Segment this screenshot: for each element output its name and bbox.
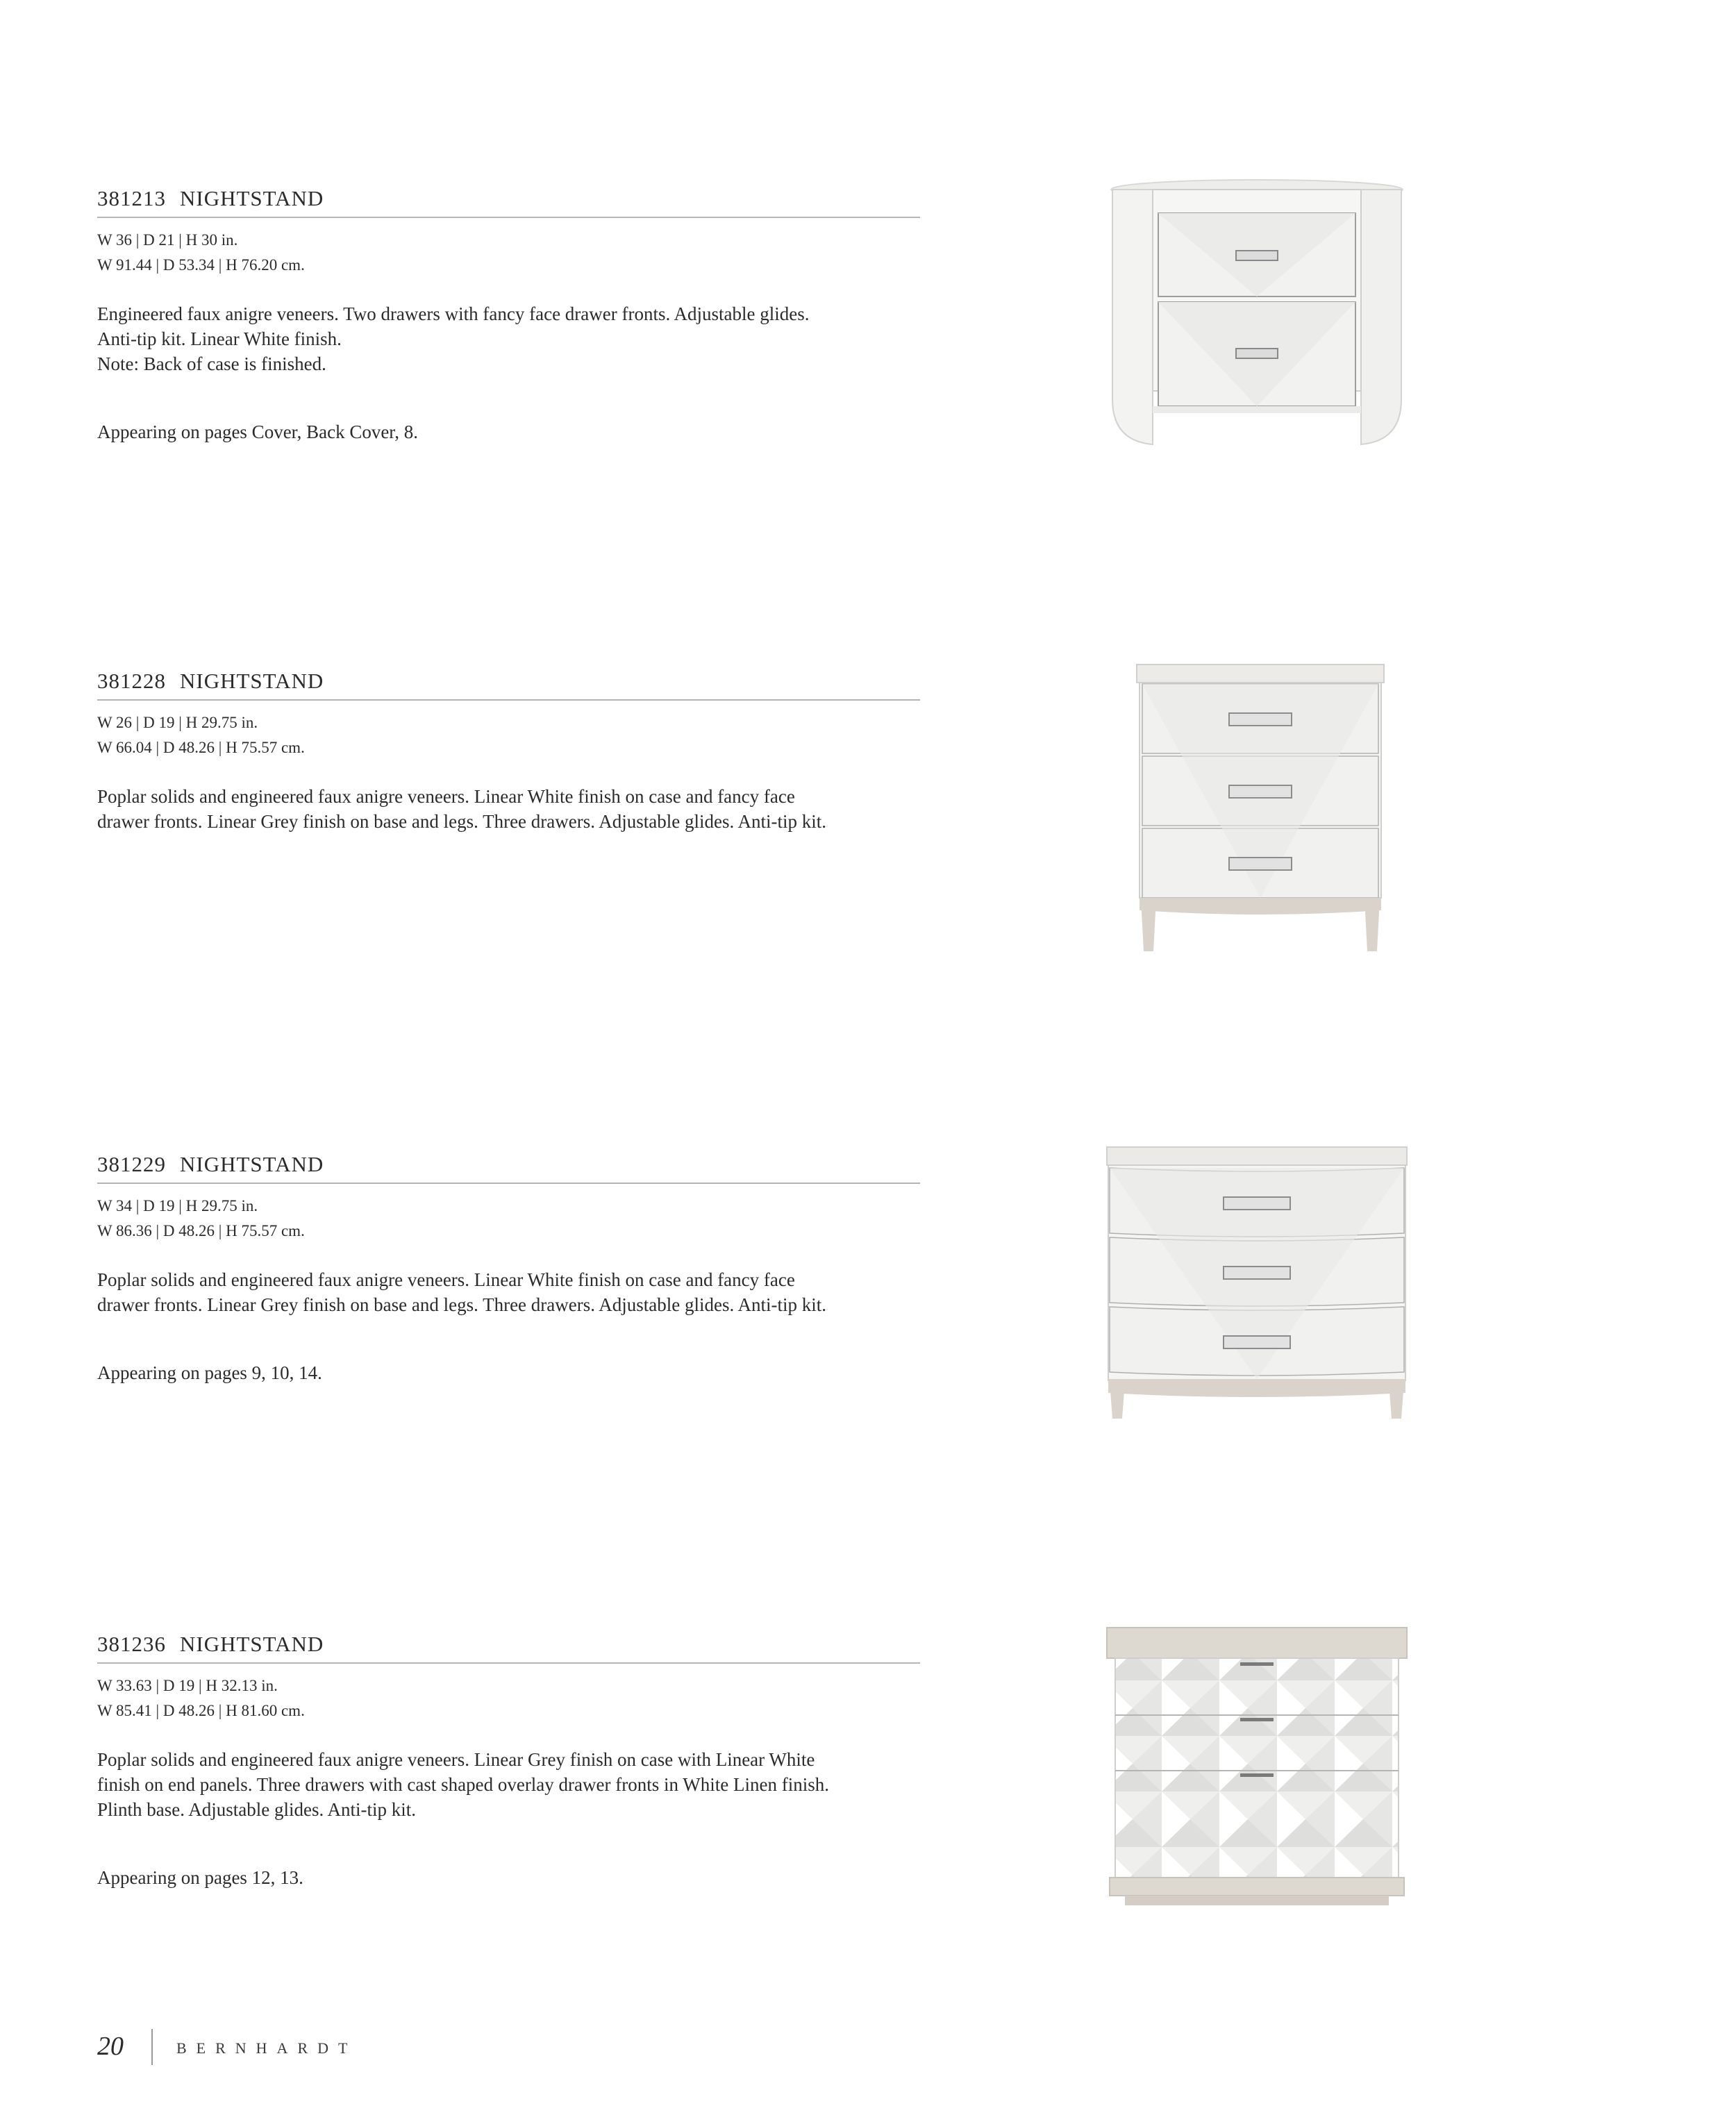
appearing-pages: Appearing on pages 12, 13. xyxy=(97,1867,303,1888)
description-line: Plinth base. Adjustable glides. Anti-tip kit. xyxy=(97,1799,416,1820)
nightstand-381236-image xyxy=(1104,1625,1410,1916)
dimensions-inches: W 33.63 | D 19 | H 32.13 in. xyxy=(97,1677,278,1694)
product-title xyxy=(97,1152,920,1184)
product-name: NIGHTSTAND xyxy=(180,669,324,693)
product-name: NIGHTSTAND xyxy=(180,1632,324,1656)
page-number: 20 xyxy=(97,2032,124,2061)
description-line: Anti-tip kit. Linear White finish. xyxy=(97,328,342,349)
brand-name: BERNHARDT xyxy=(176,2039,358,2057)
dimensions-inches: W 26 | D 19 | H 29.75 in. xyxy=(97,714,258,731)
product-name: NIGHTSTAND xyxy=(180,186,324,210)
dimensions-inches: W 34 | D 19 | H 29.75 in. xyxy=(97,1197,258,1214)
product-381228 xyxy=(97,669,920,834)
description-line: Engineered faux anigre veneers. Two drawers with fancy face drawer fronts. Adjustable glides. xyxy=(97,303,810,324)
product-code: 381236 xyxy=(97,1632,166,1656)
product-381229 xyxy=(97,1152,920,1383)
product-381213 xyxy=(97,186,920,442)
description-line: Poplar solids and engineered faux anigre veneers. Linear White finish on case and fancy face xyxy=(97,1269,795,1290)
footer-divider xyxy=(151,2029,153,2065)
dimensions xyxy=(97,1194,920,1244)
description xyxy=(97,1747,920,1822)
product-code: 381228 xyxy=(97,669,166,693)
description xyxy=(97,301,920,376)
description-line: Poplar solids and engineered faux anigre veneers. Linear White finish on case and fancy face xyxy=(97,786,795,807)
dimensions-cm: W 91.44 | D 53.34 | H 76.20 cm. xyxy=(97,256,305,274)
product-381236 xyxy=(97,1632,920,1888)
description xyxy=(97,784,920,834)
appearing-pages: Appearing on pages Cover, Back Cover, 8. xyxy=(97,421,418,442)
nightstand-381229-image xyxy=(1104,1144,1410,1422)
appearing-pages: Appearing on pages 9, 10, 14. xyxy=(97,1362,322,1383)
description-line: drawer fronts. Linear Grey finish on base and legs. Three drawers. Adjustable glides. Anti-tip kit. xyxy=(97,1294,826,1315)
product-title xyxy=(97,669,920,701)
dimensions xyxy=(97,228,920,278)
description-line: finish on end panels. Three drawers with cast shaped overlay drawer fronts in White Linen finish. xyxy=(97,1774,829,1795)
dimensions-cm: W 86.36 | D 48.26 | H 75.57 cm. xyxy=(97,1222,305,1239)
description xyxy=(97,1267,920,1317)
dimensions xyxy=(97,710,920,760)
description-line: Note: Back of case is finished. xyxy=(97,353,326,374)
description-line: Poplar solids and engineered faux anigre veneers. Linear Grey finish on case with Linear White xyxy=(97,1749,815,1770)
nightstand-381228-image xyxy=(1135,663,1385,955)
product-title xyxy=(97,186,920,218)
dimensions-cm: W 85.41 | D 48.26 | H 81.60 cm. xyxy=(97,1702,305,1719)
dimensions-cm: W 66.04 | D 48.26 | H 75.57 cm. xyxy=(97,739,305,756)
product-title xyxy=(97,1632,920,1664)
description-line: drawer fronts. Linear Grey finish on base and legs. Three drawers. Adjustable glides. Anti-tip kit. xyxy=(97,811,826,832)
product-name: NIGHTSTAND xyxy=(180,1152,324,1176)
nightstand-381213-image xyxy=(1104,177,1410,448)
product-code: 381229 xyxy=(97,1152,166,1176)
product-code: 381213 xyxy=(97,186,166,210)
dimensions-inches: W 36 | D 21 | H 30 in. xyxy=(97,231,238,249)
dimensions xyxy=(97,1673,920,1723)
